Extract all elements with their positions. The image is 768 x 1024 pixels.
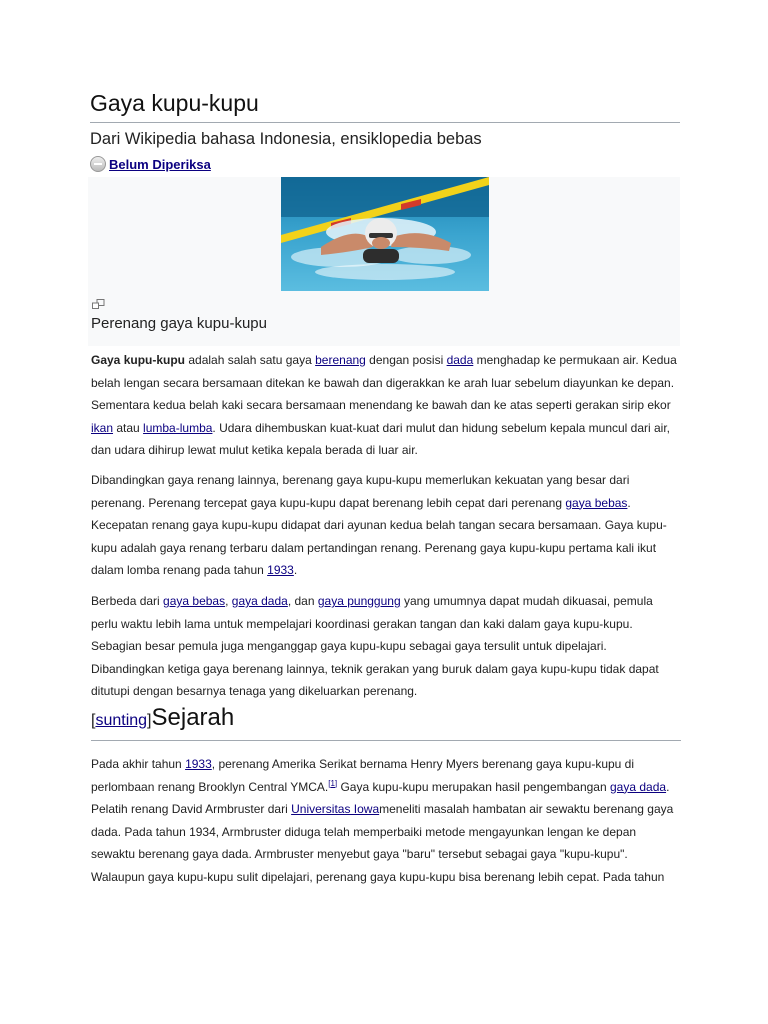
link-universitas-iowa[interactable]: Universitas Iowa [291, 802, 380, 817]
paragraph-text: , dan [287, 594, 318, 608]
review-status-icon [90, 156, 106, 172]
site-subtitle: Dari Wikipedia bahasa Indonesia, ensiklopedia bebas [90, 130, 482, 148]
reference-link[interactable]: [1] [328, 778, 338, 788]
thumbnail-figure [88, 177, 680, 346]
paragraph-text: Pada akhir tahun [91, 757, 186, 771]
link-gaya-bebas[interactable]: gaya bebas [565, 495, 628, 510]
section-title: Sejarah [151, 704, 235, 731]
paragraph-text: Gaya kupu-kupu merupakan hasil pengembangan [337, 779, 610, 794]
paragraph-text: dengan posisi [365, 353, 447, 367]
paragraph-2 [91, 469, 681, 582]
paragraph-4 [91, 753, 681, 889]
link-1933[interactable]: 1933 [185, 757, 212, 771]
paragraph-text: , [225, 594, 232, 608]
figure-caption: Perenang gaya kupu-kupu [91, 315, 267, 332]
review-status-link[interactable]: Belum Diperiksa [109, 156, 211, 172]
article-header [90, 86, 680, 174]
paragraph-text: . [293, 563, 298, 578]
link-ikan[interactable]: ikan [91, 420, 114, 435]
page-title: Gaya kupu-kupu [90, 86, 680, 123]
paragraph-text: atau [113, 420, 144, 435]
paragraph-text: , perenang Amerika Serikat bernama Henry Myers berenang gaya kupu-kupu di perlombaan renang Brooklyn Central YMCA. [91, 757, 635, 794]
paragraph-text: . Kecepatan renang gaya kupu-kupu didapat dari ayunan kedua belah tangan secara bersamaan. Gaya kupu-kupu adalah gaya renang terbaru dalam pertandingan renang. Perenang gaya kupu-kupu pertama kali ikut dalam lomba renang pada tahun [91, 495, 667, 578]
edit-section-link[interactable]: sunting [95, 712, 148, 729]
link-gaya-punggung[interactable]: gaya punggung [317, 594, 401, 608]
link-gaya-bebas[interactable]: gaya bebas [163, 594, 226, 608]
paragraph-text: menghadap ke permukaan air. Kedua belah lengan secara bersamaan ditekan ke bawah dan digerakkan ke arah luar sebelum diayunkan ke depan. Sementara kedua belah kaki secara bersamaan menendang ke bawah dan ke atas seperti gerakan sirip ekor [91, 353, 677, 413]
enlarge-icon[interactable] [92, 299, 105, 309]
link-dada[interactable]: dada [446, 353, 474, 367]
paragraph-3 [91, 590, 681, 703]
review-status [90, 154, 680, 174]
link-gaya-dada[interactable]: gaya dada [231, 594, 288, 608]
paragraph-text: adalah salah satu gaya [185, 353, 316, 367]
paragraph-text: yang umumnya dapat mudah dikuasai, pemula perlu waktu lebih lama untuk mempelajari koordinasi gerakan tangan dan kaki dalam gaya kupu-kupu. Sebagian besar pemula juga menganggap gaya kupu-kupu sebagai gaya tersulit untuk dipelajari. Dibandingkan ketiga gaya berenang lainnya, teknik gerakan yang buruk dalam gaya kupu-kupu tidak dapat ditutupi dengan besarnya tenaga yang dikeluarkan perenang. [91, 594, 659, 699]
section-edit [91, 712, 152, 729]
link-1933[interactable]: 1933 [267, 563, 294, 578]
link-gaya-dada[interactable]: gaya dada [610, 779, 667, 794]
lead-term: Gaya kupu-kupu [91, 353, 186, 367]
swimmer-photo[interactable] [281, 177, 489, 291]
paragraph-1 [91, 349, 681, 462]
paragraph-text: . Pelatih renang David Armbruster dari [91, 779, 670, 817]
paragraph-text: . Udara dihembuskan kuat-kuat dari mulut dan hidung sebelum kepala muncul dari air, dan udara dihirup lewat mulut ketika kepala berada di luar air. [91, 420, 671, 458]
link-berenang[interactable]: berenang [315, 353, 366, 367]
section-heading-sejarah [91, 704, 681, 741]
paragraph-text: Dibandingkan gaya renang lainnya, berenang gaya kupu-kupu memerlukan kekuatan yang besar dari perenang. Perenang tercepat gaya kupu-kupu dapat berenang lebih cepat dari perenang [91, 473, 630, 510]
swimmer-image [281, 177, 489, 291]
edit-bracket: [ [91, 712, 96, 729]
link-lumba-lumba[interactable]: lumba-lumba [143, 420, 213, 435]
paragraph-text: Berbeda dari [91, 594, 164, 608]
paragraph-text: meneliti masalah hambatan air sewaktu berenang gaya dada. Pada tahun 1934, Armbruster diduga telah memperbaiki metode mengayunkan lengan ke depan sewaktu berenang gaya dada. Armbruster menyebut gaya "baru" tersebut sebagai gaya "kupu-kupu". Walaupun gaya kupu-kupu sulit dipelajari, perenang gaya kupu-kupu bisa berenang lebih cepat. Pada tahun [91, 802, 674, 884]
edit-bracket: ] [147, 712, 152, 729]
